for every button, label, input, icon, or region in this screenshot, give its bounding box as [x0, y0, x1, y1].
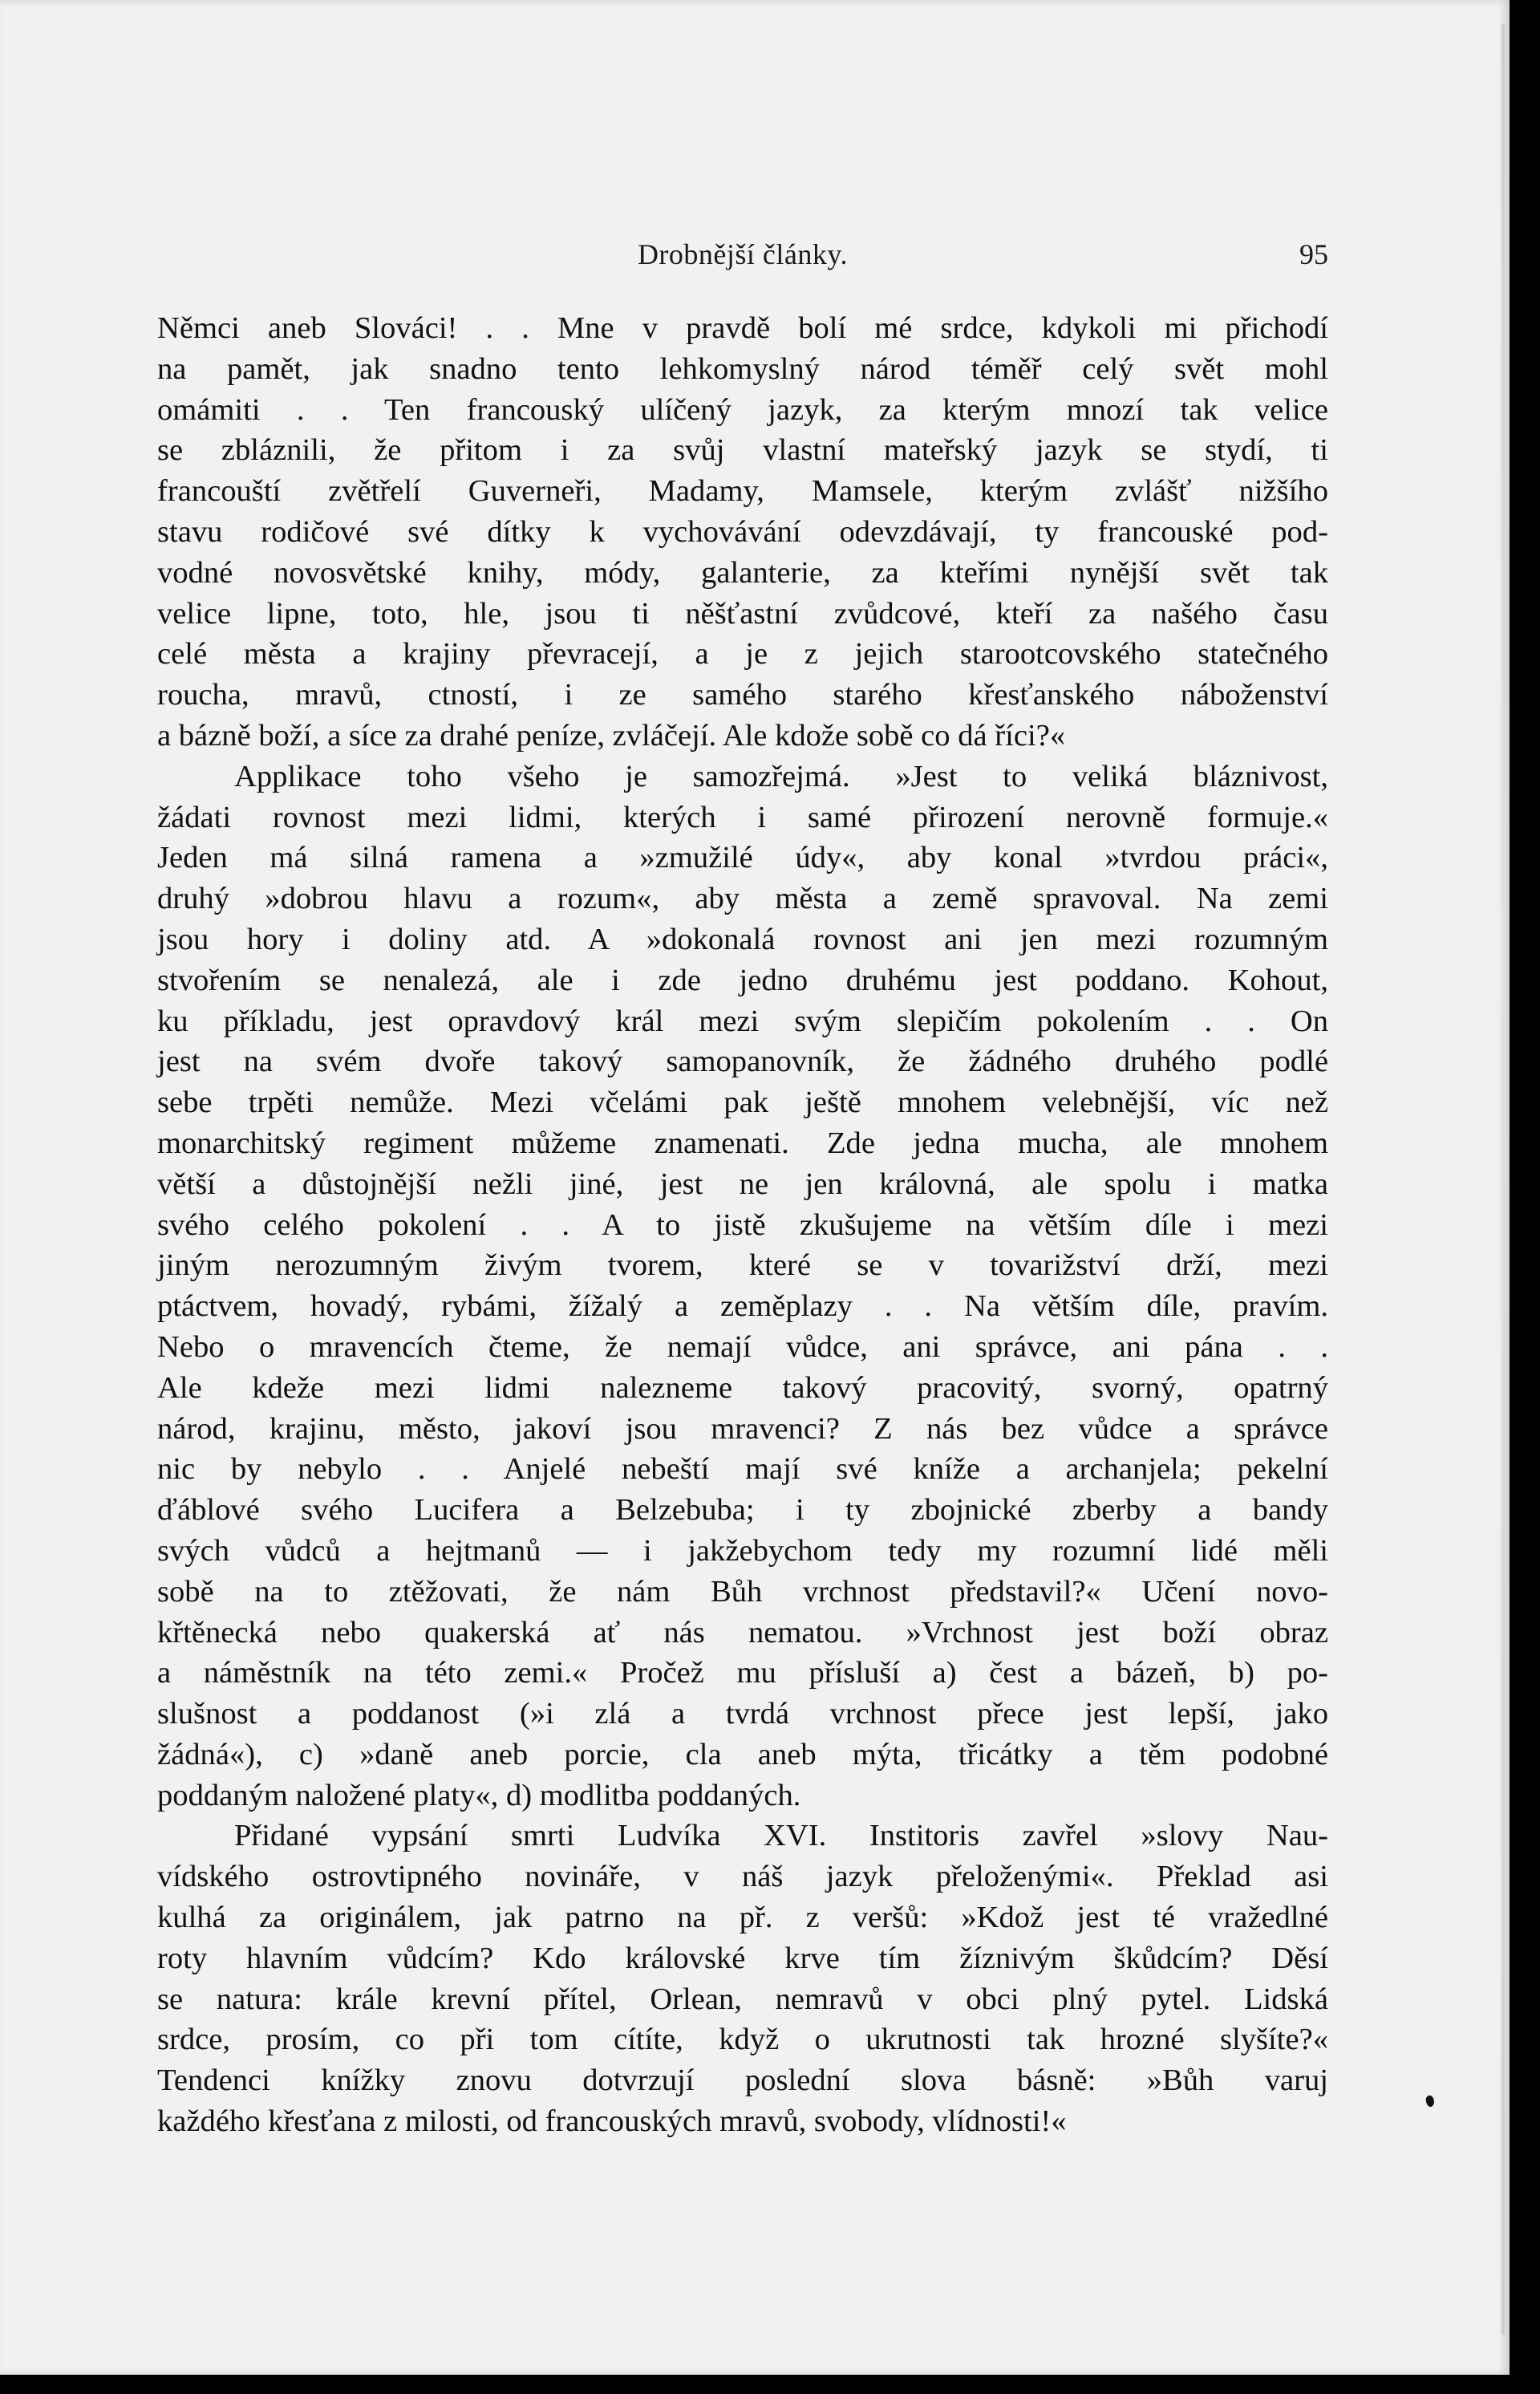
- page-edge-shadow: [1502, 24, 1505, 2335]
- text-line: roucha, mravů, ctností, i ze samého starého křesťanského náboženství: [157, 678, 1328, 712]
- text-line: srdce, prosím, co při tom cítíte, když o ukrutnosti tak hrozné slyšíte?«: [157, 2023, 1328, 2057]
- page-number: 95: [1299, 238, 1328, 270]
- paragraph-2: [157, 757, 1328, 1816]
- text-line: Tendenci knížky znovu dotvrzují poslední slova básně: »Bůh varuj: [157, 2063, 1328, 2098]
- text-line: poddaným naložené platy«, d) modlitba poddaných.: [157, 1778, 801, 1812]
- text-line: na pamět, jak snadno tento lehkomyslný národ téměř celý svět mohl: [157, 351, 1328, 386]
- text-line: Němci aneb Slováci! . . Mne v pravdě bolí mé srdce, kdykoli mi přichodí: [157, 311, 1328, 345]
- text-line: slušnost a poddanost (»i zlá a tvrdá vrchnost přece jest lepší, jako: [157, 1697, 1328, 1731]
- text-line: Jeden má silná ramena a »zmužilé údy«, aby konal »tvrdou práci«,: [157, 841, 1328, 875]
- text-line: ďáblové svého Lucifera a Belzebuba; i ty zbojnické zberby a bandy: [157, 1493, 1328, 1528]
- text-line: žádati rovnost mezi lidmi, kterých i samé přirození nerovně formuje.«: [157, 800, 1328, 834]
- text-line: žádná«), c) »daně aneb porcie, cla aneb mýta, třicátky a těm podobné: [157, 1737, 1328, 1771]
- text-line: každého křesťana z milosti, od francouských mravů, svobody, vlídnosti!«: [157, 2104, 1067, 2139]
- text-line: jiným nerozumným živým tvorem, které se v tovarižství drží, mezi: [157, 1248, 1328, 1283]
- text-line: sebe trpěti nemůže. Mezi včelámi pak ještě mnohem velebnější, víc než: [157, 1085, 1328, 1120]
- text-line: se zbláznili, že přitom i za svůj vlastní mateřský jazyk se stydí, ti: [157, 433, 1328, 468]
- paragraph-1: [157, 308, 1328, 757]
- text-line: a náměstník na této zemi.« Pročež mu přísluší a) čest a bázeň, b) po-: [157, 1656, 1328, 1690]
- text-line: jest na svém dvoře takový samopanovník, že žádného druhého podlé: [157, 1045, 1328, 1079]
- text-line: větší a důstojnější nežli jiné, jest ne jen královná, ale spolu i matka: [157, 1167, 1328, 1201]
- text-line: monarchitský regiment můžeme znamenati. Zde jedna mucha, ale mnohem: [157, 1126, 1328, 1160]
- text-line: Nebo o mravencích čteme, že nemají vůdce, ani správce, ani pána . .: [157, 1329, 1328, 1364]
- text-line: roty hlavním vůdcím? Kdo královské krve tím žíznivým škůdcím? Děsí: [157, 1941, 1328, 1975]
- paragraph-3: [157, 1816, 1328, 2141]
- text-line: se natura: krále krevní přítel, Orlean, nemravů v obci plný pytel. Lidská: [157, 1982, 1328, 2016]
- text-line: svého celého pokolení . . A to jistě zkušujeme na větším díle i mezi: [157, 1207, 1328, 1242]
- text-line: stavu rodičové své dítky k vychovávání odevzdávají, ty francouské pod-: [157, 514, 1328, 549]
- text-line: Přidané vypsání smrti Ludvíka XVI. Institoris zavřel »slovy Nau-: [234, 1819, 1328, 1853]
- text-line: kulhá za originálem, jak patrno na př. z veršů: »Kdož jest té vražedlné: [157, 1901, 1328, 1935]
- text-line: francouští zvětřelí Guverneři, Madamy, Mamsele, kterým zvlášť nižšího: [157, 474, 1328, 509]
- text-line: stvořením se nenalezá, ale i zde jedno druhému jest poddano. Kohout,: [157, 963, 1328, 997]
- text-line: národ, krajinu, město, jakoví jsou mravenci? Z nás bez vůdce a správce: [157, 1411, 1328, 1446]
- text-line: druhý »dobrou hlavu a rozum«, aby města a země spravoval. Na zemi: [157, 882, 1328, 916]
- text-line: celé města a krajiny převracejí, a je z jejich starootcovského statečného: [157, 637, 1328, 672]
- running-title: Drobnější články.: [637, 238, 849, 270]
- text-line: velice lipne, toto, hle, jsou ti něšťastní zvůdcové, kteří za našého času: [157, 596, 1328, 631]
- text-line: vodné novosvětské knihy, módy, galanterie, za kteřími nynější svět tak: [157, 555, 1328, 590]
- text-line: vídského ostrovtipného novináře, v náš jazyk přeloženými«. Překlad asi: [157, 1860, 1328, 1894]
- text-line: jsou hory i doliny atd. A »dokonalá rovnost ani jen mezi rozumným: [157, 922, 1328, 956]
- body-text: [157, 308, 1328, 2142]
- text-line: ku příkladu, jest opravdový král mezi svým slepičím pokolením . . On: [157, 1004, 1328, 1038]
- text-line: ptáctvem, hovadý, rybámi, žížalý a zeměplazy . . Na větším díle, pravím.: [157, 1289, 1328, 1324]
- text-line: Ale kdeže mezi lidmi nalezneme takový pracovitý, svorný, opatrný: [157, 1370, 1328, 1405]
- text-line: nic by nebylo . . Anjelé nebeští mají své kníže a archanjela; pekelní: [157, 1452, 1328, 1487]
- ink-speck: [1424, 2095, 1436, 2108]
- text-line: a bázně boží, a síce za drahé peníze, zvláčejí. Ale kdože sobě co dá říci?«: [157, 718, 1066, 753]
- text-line: Applikace toho všeho je samozřejmá. »Jest to veliká bláznivost,: [234, 759, 1328, 793]
- text-line: svých vůdců a hejtmanů — i jakžebychom tedy my rozumní lidé měli: [157, 1533, 1328, 1568]
- text-line: křtěnecká nebo quakerská ať nás nematou. »Vrchnost jest boží obraz: [157, 1615, 1328, 1649]
- text-line: sobě na to ztěžovati, že nám Bůh vrchnost představil?« Učení novo-: [157, 1574, 1328, 1609]
- text-line: omámiti . . Ten francouský ulíčený jazyk, za kterým mnozí tak velice: [157, 392, 1328, 427]
- running-header: [157, 233, 1328, 278]
